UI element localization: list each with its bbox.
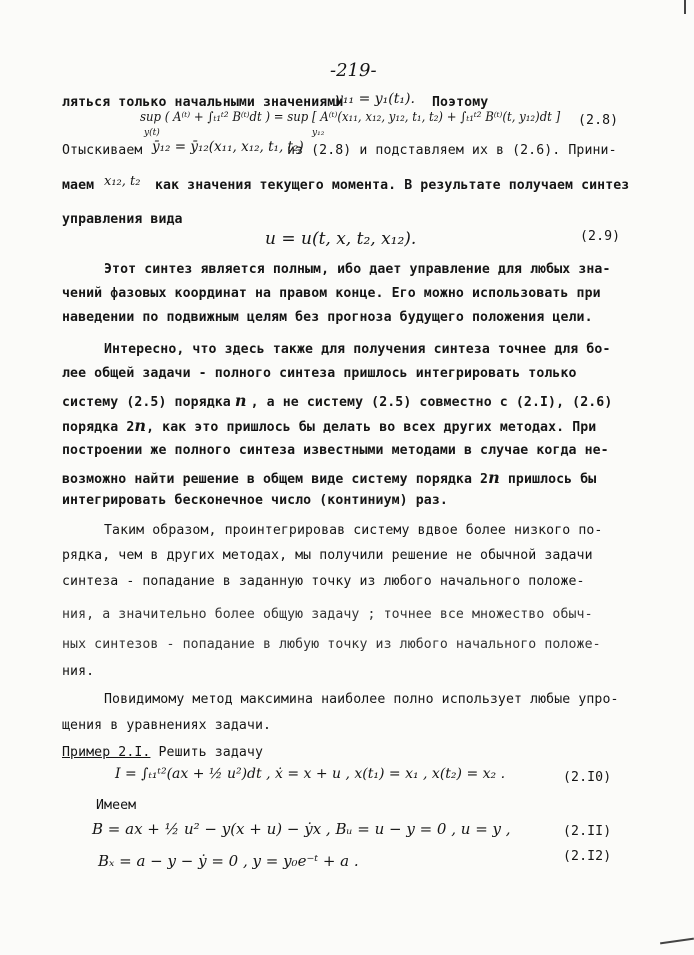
line-3-end: как значения текущего момента. В результате получаем синтез xyxy=(155,178,630,193)
paragraph-3-line-4: ния, а значительно более общую задачу ; точнее все множество обыч- xyxy=(62,607,593,622)
formula-2-8-sub-2: y₁₂ xyxy=(312,128,325,138)
line-2-end: из (2.8) и подставляем их в (2.6). Прини- xyxy=(287,143,617,158)
math-n: n xyxy=(488,468,500,487)
paragraph-2-line-2: лее общей задачи - полного синтеза пришлось интегрировать только xyxy=(62,366,577,381)
paragraph-2-line-4 xyxy=(62,416,596,435)
scan-mark-top xyxy=(684,0,686,14)
line-3-formula: x₁₂, t₂ xyxy=(104,174,141,189)
paragraph-2-line-4-b: , как это пришлось бы делать во всех других методах. При xyxy=(146,420,597,435)
paragraph-2-line-6-b: пришлось бы xyxy=(499,472,597,487)
formula-2-8: sup ( A⁽ᵗ⁾ + ∫ₜ₁ᵗ² B⁽ᵗ⁾dt ) = sup [ A⁽ᵗ⁾(x₁₁, x₁₂, y₁₂, t₁, t₂) + ∫ₜ₁ᵗ² B⁽ᵗ⁾(t, y₁₂)dt ] xyxy=(140,110,561,125)
line-4-text: управления вида xyxy=(62,212,183,227)
paragraph-1-line-3: наведении по подвижным целям без прогноза будущего положения цели. xyxy=(62,310,593,325)
math-n: n xyxy=(234,391,247,410)
equation-number-2-8: (2.8) xyxy=(578,113,619,128)
math-n: n xyxy=(134,416,147,435)
paragraph-4-line-1: Повидимому метод максимина наиболее полно использует любые упро- xyxy=(104,692,619,707)
page-number: -219- xyxy=(330,60,377,81)
paragraph-3-line-5: ных синтезов - попадание в любую точку из любого начального положе- xyxy=(62,637,601,652)
paragraph-2-line-7: интегрировать бесконечное число (континиум) раз. xyxy=(62,493,448,508)
line-2-formula: ȳ₁₂ = ȳ₁₂(x₁₁, x₁₂, t₁, t₂) xyxy=(152,139,304,155)
line-2-start: Отыскиваем xyxy=(62,143,143,158)
paragraph-4-line-2: щения в уравнениях задачи. xyxy=(62,718,272,733)
paragraph-2-line-6-a: возможно найти решение в общем виде систему порядка 2 xyxy=(62,472,489,487)
line-1-text: ляться только начальными значениями xyxy=(62,95,344,110)
paragraph-2-line-3 xyxy=(62,391,612,410)
paragraph-3-line-6: ния. xyxy=(62,664,95,679)
paragraph-2-line-3-b: , а не систему (2.5) совместно с (2.I), (2.6) xyxy=(250,395,613,410)
line-1-formula: y₁₁ = y₁(t₁). xyxy=(335,91,415,107)
formula-2-8-sub-1: y(t) xyxy=(144,128,160,138)
equation-number-2-9: (2.9) xyxy=(580,229,621,244)
formula-2-11: B = ax + ½ u² − y(x + u) − ẏx , Bᵤ = u − y = 0 , u = y , xyxy=(92,820,511,838)
paragraph-2-line-3-a: систему (2.5) порядка xyxy=(62,395,231,410)
paragraph-1-line-1: Этот синтез является полным, ибо дает управление для любых зна- xyxy=(104,262,611,277)
paragraph-3-line-1: Таким образом, проинтегрировав систему вдвое более низкого по- xyxy=(104,523,603,538)
example-text: Решить задачу xyxy=(158,745,263,760)
example-label: Пример 2.I. xyxy=(62,745,151,760)
paragraph-2-line-4-a: порядка 2 xyxy=(62,420,135,435)
equation-number-2-10: (2.I0) xyxy=(563,770,612,785)
paragraph-2-line-6 xyxy=(62,468,596,487)
equation-number-2-12: (2.I2) xyxy=(563,849,612,864)
paragraph-2-line-5: построении же полного синтеза известными методами в случае когда не- xyxy=(62,443,609,458)
formula-2-10: I = ∫ₜ₁ᵗ²(ax + ½ u²)dt , ẋ = x + u , x(t₁) = x₁ , x(t₂) = x₂ . xyxy=(115,766,506,782)
equation-number-2-11: (2.II) xyxy=(563,824,612,839)
paragraph-3-line-2: рядка, чем в других методах, мы получили решение не обычной задачи xyxy=(62,548,593,563)
formula-2-12: Bₓ = a − y − ẏ = 0 , y = y₀e⁻ᵗ + a . xyxy=(98,852,359,870)
example-heading xyxy=(62,745,263,760)
line-3-start: маем xyxy=(62,178,95,193)
imeem-label: Имеем xyxy=(96,798,137,813)
formula-2-9: u = u(t, x, t₂, x₁₂). xyxy=(265,229,417,249)
paragraph-1-line-2: чений фазовых координат на правом конце. Его можно использовать при xyxy=(62,286,601,301)
scan-mark-bottom xyxy=(660,938,694,945)
paragraph-3-line-3: синтеза - попадание в заданную точку из любого начального положе- xyxy=(62,574,585,589)
line-1-end: Поэтому xyxy=(432,95,489,110)
paragraph-2-line-1: Интересно, что здесь также для получения синтеза точнее для бо- xyxy=(104,342,611,357)
